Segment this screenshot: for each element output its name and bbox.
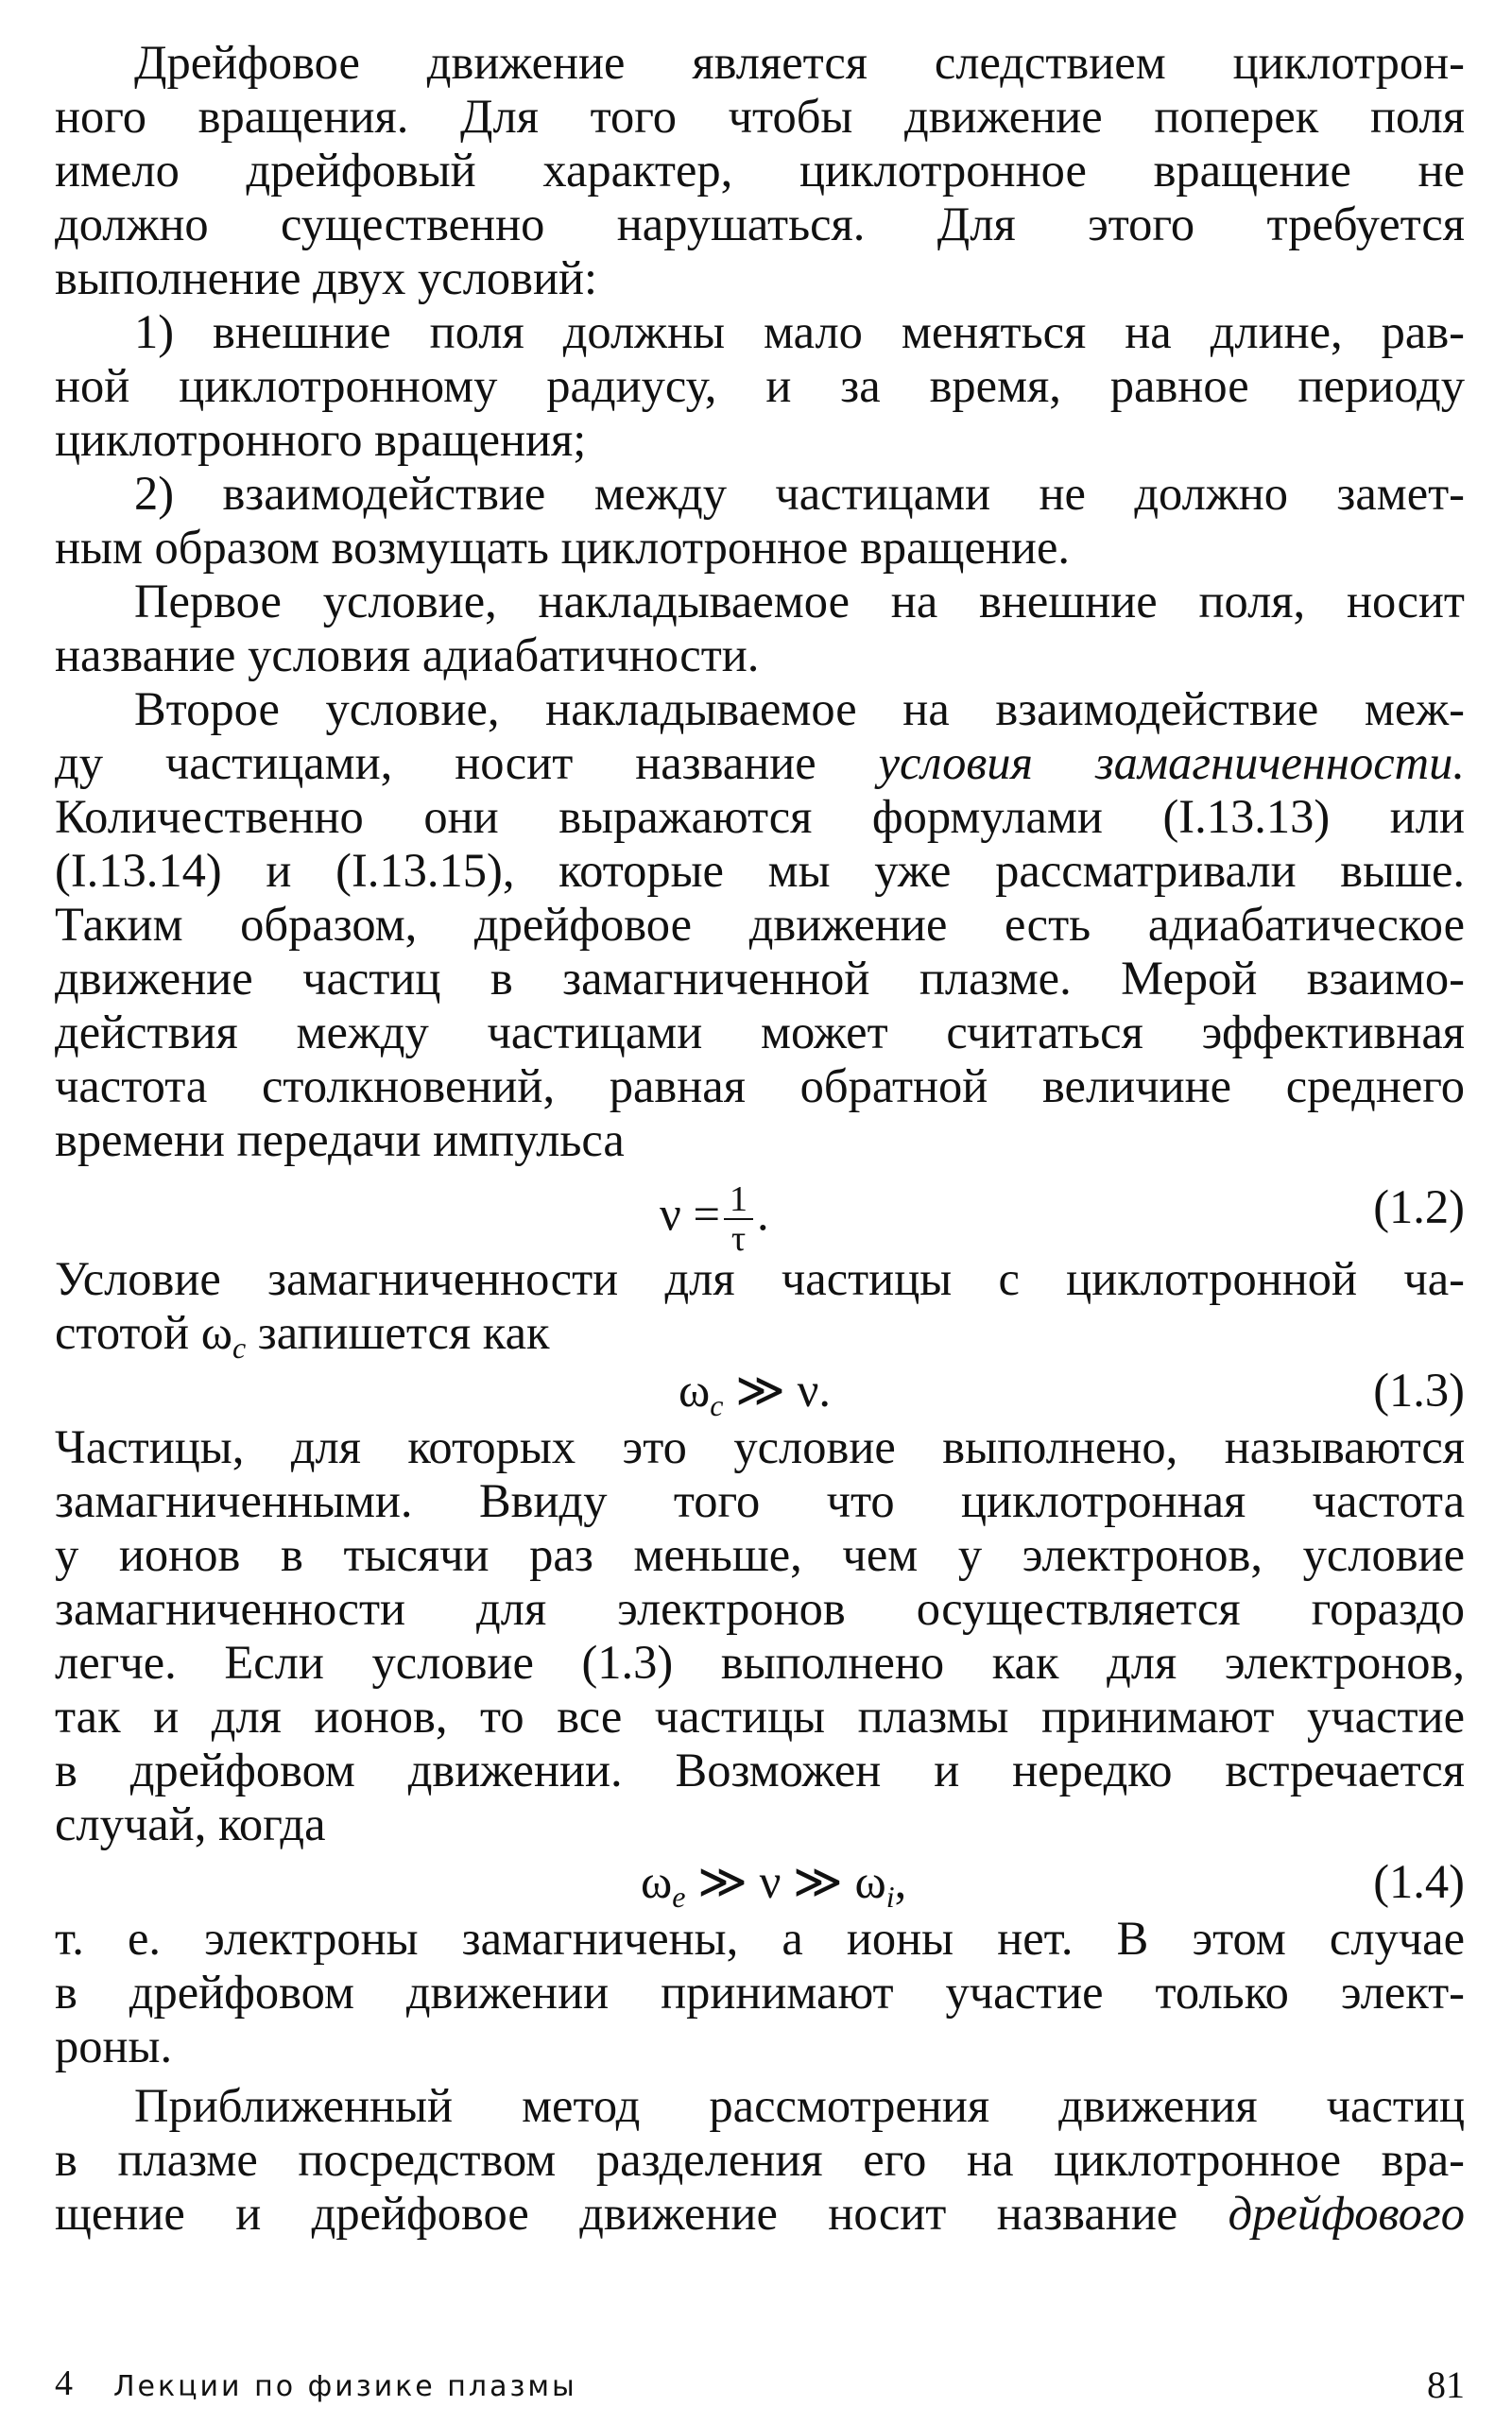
condition-1-line: ной циклотронному радиусу, и за время, равное периоду: [55, 359, 1465, 412]
equation-1-2: [55, 1167, 1465, 1259]
text-line: Дрейфовое движение является следствием циклотрон-: [134, 36, 1465, 89]
text-line: в плазме посредством разделения его на циклотронное вра-: [55, 2133, 1465, 2186]
text-line: легче. Если условие (1.3) выполнено как для электронов,: [55, 1636, 1465, 1689]
text-line: случай, когда: [55, 1797, 326, 1850]
text-line: в дрейфовом движении. Возможен и нередко встречается: [55, 1744, 1465, 1797]
text-line: выполнение двух условий:: [55, 251, 598, 304]
text-fragment: запишется как: [246, 1306, 550, 1359]
text-line: Второе условие, накладываемое на взаимодействие меж-: [134, 682, 1465, 735]
text-line: имело дрейфовый характер, циклотронное вращение не: [55, 144, 1465, 197]
text-line: Приближенный метод рассмотрения движения частиц: [134, 2079, 1465, 2132]
text-line: действия между частицами может считаться эффективная: [55, 1006, 1465, 1058]
equation-number: (1.2): [1373, 1180, 1465, 1233]
signature-mark: 4: [55, 2364, 73, 2403]
text-fragment: стотой: [55, 1306, 201, 1359]
subscript: c: [710, 1388, 724, 1422]
equation-tail: ,: [894, 1855, 907, 1908]
equation-number: (1.4): [1373, 1855, 1465, 1908]
text-line: Условие замагниченности для частицы с циклотронной ча-: [55, 1252, 1465, 1305]
condition-2-line: 2) взаимодействие между частицами не должно замет-: [134, 467, 1465, 520]
omega-symbol: ω: [200, 1306, 232, 1359]
condition-1-line: циклотронного вращения;: [55, 413, 587, 466]
text-line: Таким образом, дрейфовое движение есть адиабатическое: [55, 898, 1465, 951]
text-line: [55, 1306, 1465, 1365]
text-fragment: щение и дрейфовое движение носит название: [55, 2187, 1228, 2240]
equation-body: [679, 1364, 832, 1422]
omega-symbol: ω: [679, 1364, 711, 1417]
equation-tail: .: [756, 1187, 769, 1241]
equation-1-3: [55, 1360, 1465, 1420]
equation-lhs: ν =: [660, 1187, 720, 1241]
italic-term: условия замагниченности.: [878, 736, 1465, 789]
condition-1-line: 1) внешние поля должны мало меняться на длине, рав-: [134, 305, 1465, 358]
equation-1-4: [55, 1851, 1465, 1912]
text-line: [55, 736, 1465, 790]
text-line: [55, 2187, 1465, 2241]
text-line: замагниченности для электронов осуществляется гораздо: [55, 1582, 1465, 1635]
subscript: i: [885, 1880, 895, 1914]
page-footer: [55, 2363, 1465, 2410]
text-line: роны.: [55, 2020, 173, 2072]
text-line: у ионов в тысячи раз меньше, чем у электронов, условие: [55, 1528, 1465, 1581]
text-line: движение частиц в замагниченной плазме. Мерой взаимо-: [55, 952, 1465, 1005]
subscript: e: [672, 1880, 686, 1914]
text-fragment: ду частицами, носит название: [55, 736, 879, 789]
subscript: c: [232, 1331, 247, 1365]
text-line: ного вращения. Для того чтобы движение поперек поля: [55, 90, 1465, 143]
text-line: Частицы, для которых это условие выполнено, называются: [55, 1420, 1465, 1473]
fraction-numerator: 1: [724, 1180, 753, 1220]
equation-rest: ≫ ν.: [723, 1364, 832, 1417]
text-line: должно существенно нарушаться. Для этого требуется: [55, 198, 1465, 250]
text-line: (I.13.14) и (I.13.15), которые мы уже рассматривали выше.: [55, 844, 1465, 897]
text-line: название условия адиабатичности.: [55, 628, 760, 681]
fraction: [724, 1180, 753, 1258]
italic-term: дрейфового: [1228, 2187, 1465, 2240]
page-body: [55, 36, 1465, 2398]
equation-mid: ≫ ν ≫: [685, 1855, 855, 1908]
equation-body: [641, 1855, 907, 1914]
omega-symbol: ω: [641, 1855, 673, 1908]
text-line: частота столкновений, равная обратной величине среднего: [55, 1059, 1465, 1112]
text-line: времени передачи импульса: [55, 1113, 625, 1166]
equation-number: (1.3): [1373, 1364, 1465, 1417]
page-number: 81: [1427, 2364, 1465, 2406]
text-line: Количественно они выражаются формулами (I.13.13) или: [55, 790, 1465, 843]
text-line: т. е. электроны замагничены, а ионы нет. В этом случае: [55, 1912, 1465, 1965]
condition-2-line: ным образом возмущать циклотронное вращение.: [55, 521, 1070, 574]
text-line: в дрейфовом движении принимают участие только элект-: [55, 1966, 1465, 2019]
equation-body: [660, 1180, 769, 1258]
omega-symbol: ω: [854, 1855, 886, 1908]
text-line: так и для ионов, то все частицы плазмы принимают участие: [55, 1690, 1465, 1743]
text-line: замагниченными. Ввиду того что циклотронная частота: [55, 1474, 1465, 1527]
text-line: Первое условие, накладываемое на внешние поля, носит: [134, 575, 1465, 627]
running-footer-title: Лекции по физике плазмы: [113, 2370, 577, 2403]
fraction-denominator: τ: [730, 1219, 747, 1259]
